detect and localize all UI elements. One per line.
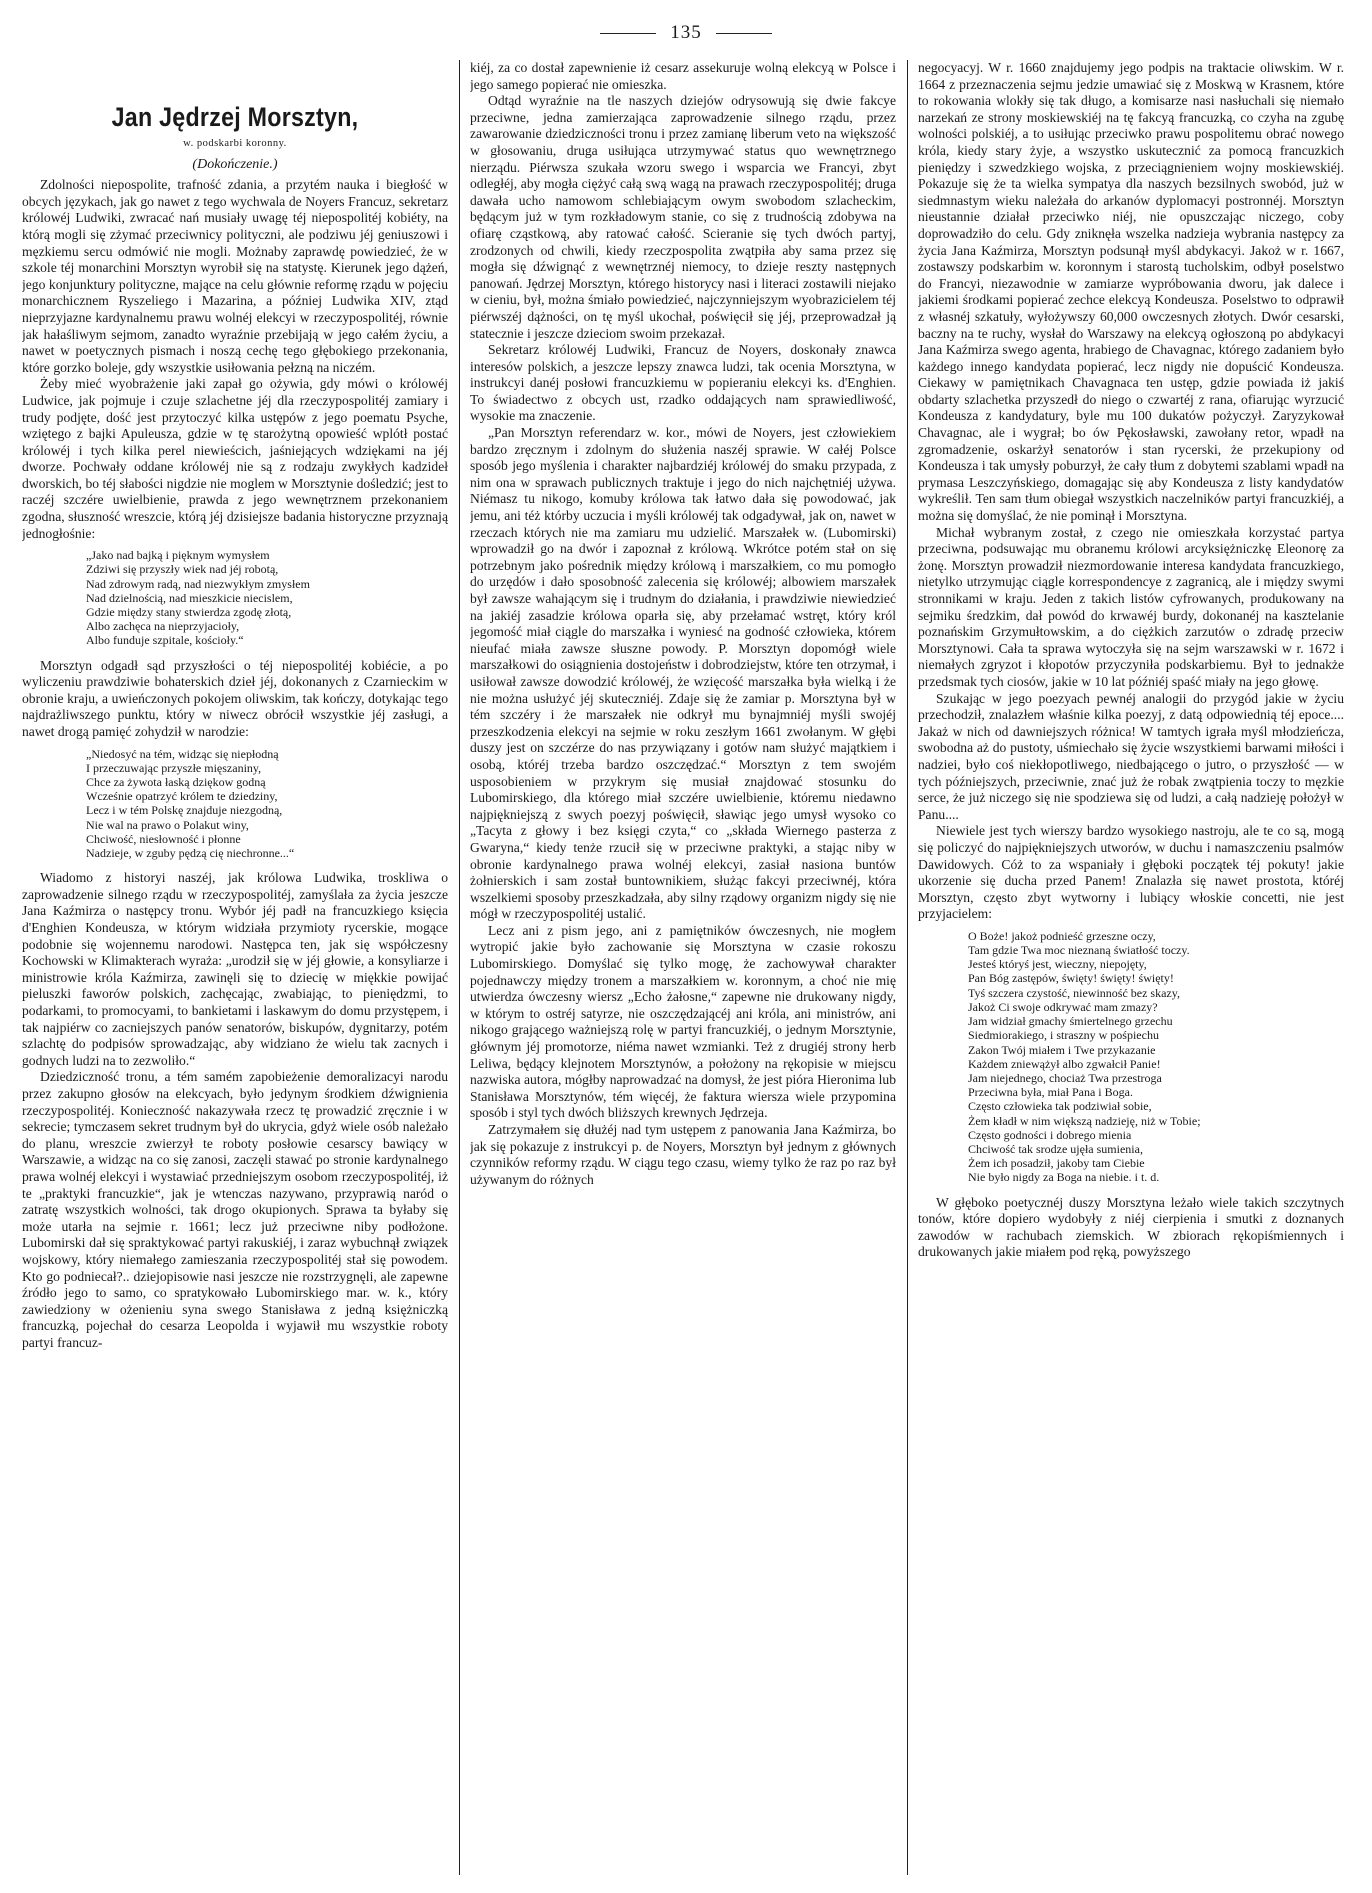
paragraph: „Pan Morsztyn referendarz w. kor., mówi de Noyers, jest człowiekiem bardzo zręcznym i zdolnym do służenia naszéj sprawie. W całéj Polsce sposób jego myślenia i charakter najbardziéj królowéj do smaku przypada, z nim ona w sprawach publicznych traktuje i jego do nich najchętniéj używa. Niémasz tu nikogo, komuby królowa tak łatwo dała się powodować, jak jemu, ani téż którby uczucia i myśli królowéj tak odgadywał, jak on, nawet w rzeczach których nie ma zamiaru mu udzielić. Marszałek w. (Lubomirski) wprowadził go na dwór i zapoznał z królową. Wkrótce potém stał on się potrzebnym jako pośrednik między królową i marszałkiem, co mu pomogło do urzędów i dało sposobność zalecenia się królowéj; albowiem marszałek był zawsze wahającym się i trudnym do działania, i prawdziwie niewiedzieć na jakiéj zasadzie królowa oparła się, aby przełamać wstręt, który król jegomość miał ciągle do marszałka i wyniesć na godność człowieka, którem nieufać miała zawsze słuszne powody. P. Morsztyn dopomógł wiele marszałkowi do osiągnienia dostojeństw i dobrodziejstw, które ten otrzymał, i usiłował zawsze dowodzić królowéj, że wzięcość marszałka była wielką i że nie można usłużyć jéj skuteczniéj. Zdaje się że zamiar p. Morsztyna był w tém szczéry i że marszałek nie odkrył mu bynajmniéj myśli swojéj przeszkodzenia elekcyi na sejmie w roku zeszłym 1661 zwołanym. W głębi duszy jest on szczérze do nas przywiązany i gotów nam służyć majątkiem i osobą, któréj trzeba bardzo oszczędzać.“ Morsztyn z tem swojém usposobieniem w przykrym się musiał znajdować stosunku do Lubomirskiego, dla którego miał szczére uwielbienie, któremu niedawno najpiękniejszą z swych poezyj poświęcił, sławiąc jego umysł wysoko co „Tacyta z głowy i bez księgi czyta,“ co „składa Wiernego pasterza z Gwaryna,“ kiedy tenże rzucił się w przeciwne praktyki, a stając niby w obronie kardynalnego prawa wolnéj elekcyi, zasiał nasiona buntów żołnierskich i sam został buntownikiem, służąc fakcyi przeciwnéj, która wszelkiemi sposoby przeszkadzała, aby silny rządowy organizm nigdy się nie mógł w rzeczypospolitéj ustalić. bbox=[470, 425, 896, 922]
paragraph: Morsztyn odgadł sąd przyszłości o téj niepospolitéj kobiécie, a po wyliczeniu prawdziwie bohaterskich dzieł jéj, dokonanych z Czarnieckim w obronie kraju, a uwieńczonych pokojem oliwskim, tak kończy, dotykając tego najdrażliwszego punktu, który w niwecz obrócił wszystkie jéj zasługi, a nawet drogą pamięć zohydził w narodzie: bbox=[22, 657, 448, 740]
verse-line: Nadzieje, w zguby pędzą cię niechronne...“ bbox=[86, 846, 295, 861]
verse-line: Lecz i w tém Polskę znajduje niezgodną, bbox=[86, 803, 283, 818]
verse-line: Tyś szczera czystość, niewinność bez skazy, bbox=[968, 985, 1180, 1000]
paragraph: Szukając w jego poezyach pewnéj analogii do przygód jakie w życiu przechodził, znalazłem właśnie kilka poezyj, z datą odpowiednią téj epoce.... Jakaż w nich od dawniejszych różnica! W tamtych igrała myśl młodzieńcza, swobodna aż do pustoty, uśmiechało się życie wszystkiemi barwami miłości i nadziei, było coś niekłopotliwego, niedbającego o jutro, o przyszłość — w tych późniejszych, przeciwnie, znać już że robak zwątpienia toczy to męzkie serce, że już niczego się nie spodziewa się od ludzi, a całą nadzieję położył w Panu.... bbox=[918, 690, 1344, 822]
verse-line: Jam widział gmachy śmiertelnego grzechu bbox=[968, 1014, 1173, 1029]
paragraph: Niewiele jest tych wierszy bardzo wysokiego nastroju, ale te co są, mogą się policzyć do najpiękniejszych utworów, w duchu i namaszczeniu psalmów Dawidowych. Cóż to za wspaniały i głęboki początek téj pokuty! jakie ukorzenie się ducha przed Panem! Znalazła się nawet prostota, któréj Morsztyn, często zbyt wytworny i lubiący włoskie concetti, nie jest przyjacielem: bbox=[918, 823, 1344, 922]
paragraph: Michał wybranym został, z czego nie omieszkała korzystać partya przeciwna, podsuwając mu obranemu królowi arcyksiężniczkę Eleonorę za żonę. Morsztyn prowadził niezmordowanie interesa kandydata francuzkiego, nietylko utrzymując ciągle korrespondencye z zagranicą, ale i między swymi stronnikami w kraju. Jeden z takich listów cyfrowanych, produkowany na sejmiku średzkim, dał powód do krwawéj burdy, dokonanéj na kasztelanie poznańskim Grzymułtowskim, a do ciężkich zarzutów o zdradę przeciw Morsztynowi. Cała ta sprawa wytoczyła się na sejm warszawski w r. 1672 i niemałych zgryzot i kłopotów przyczyniła podskarbiemu. Był to jednakże przedsmak tych ciosów, jakie w 10 lat późniéj spaść miały na jego głowę. bbox=[918, 524, 1344, 689]
verse-line: Chciwość tak srodze ujęła sumienia, bbox=[968, 1141, 1143, 1156]
paragraph: W głęboko poetycznéj duszy Morsztyna leżało wiele takich szczytnych tonów, które dopiero wydobyły z niéj cierpienia i smutki z doznanych zawodów w rachubach ziemskich. W zbiorach rękopiśmiennych i drukowanych jakie miałem pod ręką, powyższego bbox=[918, 1194, 1344, 1260]
verse-line: Nad dzielnością, nad mieszkicie niecislem, bbox=[86, 590, 293, 605]
verse-line: Zakon Twój miałem i Twe przykazanie bbox=[968, 1042, 1156, 1057]
verse-line: Jakoż Ci swoje odkrywać mam zmazy? bbox=[968, 999, 1158, 1014]
verse-line: Często człowieka tak podziwiał sobie, bbox=[968, 1099, 1152, 1114]
paragraph: Zdolności niepospolite, trafność zdania, a przytém nauka i biegłość w obcych językach, jak go nawet z tego wychwala de Noyers Francuz, sekretarz królowéj Ludwiki, zwracać nań musiały uwagę téj niepospolitéj kobiéty, na którą mogli się zżymać przeciwnicy polityczni, ale podziwu jéj geniuszowi i męzkiemu sercu odmówić nie mogli. Możnaby zaprawdę powiedzieć, że w szkole téj monarchini Morsztyn wyrobił się na statystę. Kierunek jego dążeń, jego konjunktury polityczne, mające na celu głównie reformę rządu w pojęciu monarchicznem Ryszeliego i Mazarina, a później Ludwika XIV, ztąd nieprzyjazne kardynalnemu prawu wolnéj elekcyi w rzeczypospolitéj, równie jak hałaśliwym sejmom, zanadto wyraźnie przebijają w jego całém życiu, a nawet w poetycznych pismach i noszą cechę tego głębokiego przekonania, które gorzko boleje, gdy wszystkie usiłowania pełzną na niczém. bbox=[22, 177, 448, 375]
verse-line: Albo zachęca na nieprzyjacioły, bbox=[86, 619, 240, 634]
verse-line: Chciwość, niesłowność i płonne bbox=[86, 831, 241, 846]
verse-line: „Jako nad bajką i pięknym wymysłem bbox=[86, 548, 270, 563]
verse-line: Żem kładł w nim większą nadzieję, niż w Tobie; bbox=[968, 1113, 1201, 1128]
page-number-rule-left bbox=[600, 33, 656, 34]
verse-line: I przeczuwając przyszłe mięszaniny, bbox=[86, 760, 262, 775]
article-title: Jan Jędrzej Morsztyn, bbox=[111, 102, 359, 132]
column-divider-1 bbox=[459, 60, 460, 1875]
verse-line: Nie wal na prawo o Polakut winy, bbox=[86, 817, 249, 832]
verse-line: Przeciwna była, miał Pana i Boga. bbox=[968, 1085, 1133, 1100]
verse-line: Tam gdzie Twa moc nieznaną światłość toczy. bbox=[968, 943, 1190, 958]
verse-line: Chce za żywota łaską dziękow godną bbox=[86, 775, 266, 790]
verse-line: Wcześnie opatrzyć królem te dziedziny, bbox=[86, 789, 278, 804]
verse-line: O Boże! jakoż podnieść grzeszne oczy, bbox=[968, 928, 1156, 943]
paragraph: kiéj, za co dostał zapewnienie iż cesarz assekuruje wolną elekcyą w Polsce i jego samego popierać nie omieszka. bbox=[470, 60, 896, 92]
verse-line: Jesteś któryś jest, wieczny, niepojęty, bbox=[968, 957, 1147, 972]
paragraph: Sekretarz królowéj Ludwiki, Francuz de Noyers, doskonały znawca interesów polskich, a jeszcze lepszy znawca ludzi, tak ocenia Morsztyna, w instrukcyi danéj posłowi francuzkiemu w popieraniu elekcyi ks. d'Enghien. To świadectwo z obcych ust, rzadko oddających nam sprawiedliwość, wysokie ma znaczenie. bbox=[470, 342, 896, 424]
paragraph: Lecz ani z pism jego, ani z pamiętników ówczesnych, nie mogłem wytropić jakie było zachowanie się Morsztyna w czasie rokoszu Lubomirskiego. Domyślać się tylko mogę, że zachowywał charakter pojednawczy między tronem a marszałkiem w. koronnym, a choć nie mię utwierdza ówczesny wiersz „Echo żałosne,“ zapewne nie drukowany nigdy, w którym to ostréj satyrze, nie oszczędzającéj ani króla, ani ministrów, ani nikogo grającego ważniejszą rolę w partyi francuzkiéj, o jednym Morsztynie, głównym jéj promotorze, niéma nawet wzmianki. Też z drugiéj strony herb Leliwa, będący klejnotem Morsztynów, a położony na rękopisie w miejscu nazwiska autora, mógłby naprowadzać na domysł, że jest pióra Hieronima lub Stanisława Morsztynów, tém więcéj, że faktura wiersza wiele przypomina sposób i styl tych dwóch bliższych krewnych Jędrzeja. bbox=[470, 922, 896, 1121]
paragraph: Zatrzymałem się dłużéj nad tym ustępem z panowania Jana Kaźmirza, bo jak się pokazuje z instrukcyi p. de Noyers, Morsztyn był jednym z głównych czynników reformy rządu. W ciągu tego czasu, wiemy tylko że raz po raz był używanym do różnych bbox=[470, 1122, 896, 1187]
column-1 bbox=[22, 60, 448, 1875]
article-continuation-note: (Dokończenie.) bbox=[192, 156, 278, 172]
verse-line: Albo funduje szpitale, kościoły.“ bbox=[86, 633, 244, 648]
verse-line: Żem ich posadził, jakoby tam Ciebie bbox=[968, 1156, 1145, 1171]
verse-quote bbox=[968, 929, 1344, 1185]
column-divider-2 bbox=[907, 60, 908, 1875]
column-2 bbox=[470, 60, 896, 1875]
verse-line: „Niedosyć na tém, widząc się niepłodną bbox=[86, 746, 279, 761]
page-number-value: 135 bbox=[670, 22, 702, 43]
verse-quote bbox=[86, 747, 448, 861]
column-3 bbox=[918, 60, 1344, 1875]
paragraph: Żeby mieć wyobrażenie jaki zapał go ożywia, gdy mówi o królowéj Ludwice, jak pojmuje i czuje szlachetne jéj dla rzeczypospolitéj zamiary i trudy podjęte, dość jest przytoczyć kilka ustępów z jego poematu Psyche, wziętego z bajki Apuleusza, gdzie w tę starożytną opowieść wplótł postać królowéj i tych kilka perel niewieścich, jaśniejących wdziękami na jéj dworze. Pochwały oddane królowéj nie są z rodzaju zwykłych kadzideł dworskich, bo téj słabości nigdzie nie moglem w Morsztynie dośledzić; jest to raczéj szczére uwielbienie, prawda z jego wewnętrznem przekonaniem zgodna, słuszność wreszcie, którą jéj dzisiejsze badania historyczne przyznają jednogłośnie: bbox=[22, 376, 448, 541]
verse-line: Pan Bóg zastępów, święty! święty! święty! bbox=[968, 971, 1174, 986]
verse-line: Gdzie między stany stwierdza zgodę złotą, bbox=[86, 605, 292, 620]
page-number-rule-right bbox=[716, 33, 772, 34]
paragraph: Wiadomo z historyi naszéj, jak królowa Ludwika, troskliwa o zaprowadzenie silnego rządu w rzeczypospolitéj, zamyślała za życia jeszcze Jana Kaźmirza o następcy tronu. Wybór jéj padł na francuzkiego księcia d'Enghien Kondeusza, w którym widziała przymioty rycerskie, mogące podobnie się wojennemu narodowi. Następca ten, jak się współczesny Kochowski w Klimakterach wyraża: „urodził się w jéj głowie, a konsyliarze i ministrowie króla Kaźmirza, zawinęli się to dziecię w miękkie powijać pieluszki faworów polskich, zachęcając, zwabiając, to pieniędzmi, to podarkami, to promocyami, to bankietami i laskawym do domu przystępem, i tak najpiérw co zacniejszych panów senatorów, biskupów, dygnitarzy, potém szlachtę do podpisów sprowadzając, aby widziano że wielu tak zacnych i godnych ludzi na to zezwoliło.“ bbox=[22, 870, 448, 1068]
verse-quote bbox=[86, 548, 448, 647]
text-columns bbox=[22, 60, 1350, 1875]
page-number bbox=[0, 22, 1372, 44]
paragraph: Odtąd wyraźnie na tle naszych dziejów odrysowują się dwie fakcye przeciwne, jedna zamierzająca zaprowadzenie silnego rządu, przez zawarowanie dziedziczności tronu i przez zamianę liberum veto na większość w głosowaniu, druga usiłująca utrzymywać status quo wewnętrznego nierządu. Piérwsza szukała wzoru swego i wsparcia we Francyi, zbyt odległéj, aby mogła ciężyć całą swą wagą na prawach rzeczypospolitéj; druga dawała ucho namowom schlebiającym owym swobodom szlacheckim, będącym już w tym rozkładowym stanie, co się z trudnością zdobywa na ofiarę cząstkową, aby ratować całość. Scieranie się tych dwóch partyj, zrodzonych od chwili, kiedy rzeczpospolita zwątpiła aby sama przez się mogła się dźwignąć z wewnętrznéj niemocy, to dzieje reszty następnych panowań. Jędrzej Morsztyn, którego historycy nasi i literaci zostawili niejako w cieniu, był, można śmiało powiedzieć, najczynniejszym wyobrazicielem téj piérwszéj dążności, on tę myśl ukochał, poświęcił się jéj, przeprowadzał ją statecznie i jeszcze dzieciom swoim przekazał. bbox=[470, 93, 896, 341]
paragraph: negocyacyj. W r. 1660 znajdujemy jego podpis na traktacie oliwskim. W r. 1664 z przeznaczenia sejmu jedzie umawiać się z Moskwą w Krasnem, które to rokowania wlokły się tak długo, a komisarze nasi nasłuchali się niemało narzekań ze strony moskiewskiéj na tę fakcyą francuzką, co czyha na zgubę wolności polskiéj, a to usiłując przeciwko prawu pospolitemu obrać nowego króla, kiedy stary żyje, a wszystko uskutecznić za pomocą francuzkich pieniędzy i szwedzkiego wojska, z przeciągnieniem wojny moskiewskiéj. Pokazuje się że ta wielka sympatya dla naszych bezsilnych swobód, już w siedmnastym wieku należała do arkanów dyplomacyi postronnéj. Morsztyn nieustannie działał przeciwko niéj, nie opuszczając niczego, coby doprowadziło do celu. Gdy zniknęła wszelka nadzieja wybrania następcy za życia Jana Kaźmirza, Morsztyn podsunął myśl abdykacyi. Jakoż w r. 1667, zostawszy podskarbim w. koronnym i starostą tucholskim, odbył poselstwo do Francyi, niezawodnie w zamiarze wypróbowania dworu, jak dalece i jakiemi środkami popierać zechce elekcyą Kondeusza. Poselstwo to odprawił z własnéj szkatuły, wyłożywszy 60,000 owczesnych złotych. Dwór cesarski, baczny na te ruchy, wysłał do Warszawy na elekcyą ogłoszoną po abdykacyi Jana Kaźmirza swego agenta, hrabiego de Chavagnac, którego zadaniem było każdego innego kandydata popierać, lecz nigdy nie dopuścić Kondeusza. Ciekawy w pamiętnikach Chavagnaca ten ustęp, gdzie powiada iż jakiś obdarty szlachetka przyszedł do niego o czwartéj z rana, ofiarując wyrzucić Kondeusza z kandydatury, byle mu 100 dukatów pożyczył. Zaryzykował Chavagnac, ale i wygrał; bo ów Pękosławski, zawołany retor, wpadł na zgromadzenie, oskarżył senatorów i stan rycerski, że przekupiony od Kondeusza i tak umysły poburzył, że cały tłum z dobytemi szablami wpadł na prymasa Leszczyńskiego, domagając się aby Kondeusza z listy kandydatów wykreślił. Ten sam tłum obiegał wszystkich naczelników partyi francuzkiéj, a można się domyślać, że nie pominął i Morsztyna. bbox=[918, 60, 1344, 524]
paragraph: Dziedziczność tronu, a tém samém zapobieżenie demoralizacyi narodu przez zakupno głosów na elekcyach, było jedynym środkiem dźwignienia rzeczypospolitéj. Konieczność nakazywała rzecz tę prowadzić zręcznie i w sekrecie; tymczasem sekret trudnym był do ukrycia, gdyż wiele osób należało do planu, wreszcie zwierzył te roboty posłowie cesarscy bawiący w Warszawie, a widząc na co się zanosi, zaczęli stawać po stronie kardynalnego prawa wolnéj elekcyi i wystawiać przedniejszym osobom rzeczypospolitéj, iż te „praktyki francuzkie“, jak je wtenczas nazywano, przyprawią naród o zatratę wszystkich wolności, tak drogo okupionych. Sprawa ta byłaby się może utarła na sejmie r. 1661; lecz już przeciwne niby podłożone. Lubomirski dał się spraktykować partyi rakuskiéj, i zaraz wybuchnął związek wojskowy, który niemałego zamieszania rzeczypospolitéj stał się powodem. Kto go podniecał?.. dziejopisowie nasi jeszcze nie rozstrzygnęli, ale zapewne źródło jego to samo, co spratykowało Lubomirskiego mar. w. k., który zawiedziony w ożenieniu syna swego Stanisława z jedną księżniczką francuzką, pojechał do cesarza Leopolda i wyjawił mu wszystkie roboty partyi francuz- bbox=[22, 1069, 448, 1350]
verse-line: Siedmiorakiego, i straszny w pośpiechu bbox=[968, 1028, 1159, 1043]
verse-line: Zdziwi się przyszły wiek nad jéj robotą, bbox=[86, 562, 279, 577]
verse-line: Każdem zniewążył albo zgwałcił Panie! bbox=[968, 1056, 1161, 1071]
verse-line: Nad zdrowym radą, nad niezwykłym zmysłem bbox=[86, 576, 310, 591]
verse-line: Nie było nigdy za Boga na niebie. i t. d. bbox=[968, 1170, 1160, 1185]
verse-line: Często godności i dobrego mienia bbox=[968, 1127, 1132, 1142]
article-subtitle: w. podskarbi koronny. bbox=[183, 138, 287, 149]
verse-line: Jam niejednego, chociaż Twa przestroga bbox=[968, 1070, 1162, 1085]
